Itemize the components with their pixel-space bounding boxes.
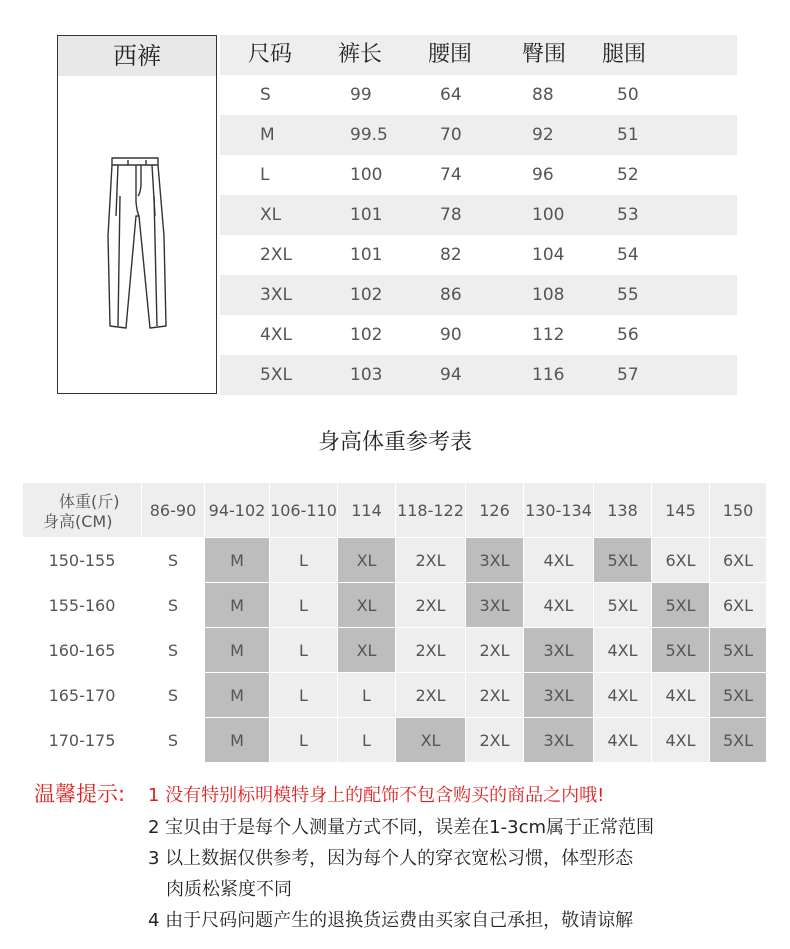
size-cell: 92	[532, 125, 554, 145]
size-cell: 64	[440, 85, 462, 105]
size-cell: 57	[617, 365, 639, 385]
size-cell: 5XL	[652, 628, 710, 673]
table-row	[23, 583, 767, 628]
header-hip: 臀围	[522, 42, 567, 67]
size-cell: S	[142, 538, 205, 583]
size-cell: 3XL	[524, 673, 594, 718]
size-cell: M	[205, 718, 270, 763]
size-cell: 3XL	[524, 718, 594, 763]
size-cell: L	[270, 718, 338, 763]
size-cell: S	[142, 673, 205, 718]
size-cell: 6XL	[652, 538, 710, 583]
table-row	[23, 538, 767, 583]
product-label: 西裤	[58, 36, 216, 76]
notes-label: 温馨提示:	[34, 782, 126, 806]
size-cell: 101	[350, 205, 383, 225]
size-cell: 2XL	[466, 628, 524, 673]
size-cell: 5XL	[710, 628, 767, 673]
size-cell: 3XL	[260, 285, 292, 305]
size-cell: 5XL	[652, 583, 710, 628]
size-cell: M	[205, 673, 270, 718]
size-cell: 100	[532, 205, 565, 225]
size-cell: 50	[617, 85, 639, 105]
size-cell: L	[270, 538, 338, 583]
size-cell: S	[142, 718, 205, 763]
size-cell: M	[205, 628, 270, 673]
size-cell: L	[260, 165, 270, 185]
weight-header-cell: 138	[594, 483, 652, 538]
height-cell: 150-155	[23, 538, 142, 583]
size-cell: 54	[617, 245, 639, 265]
size-cell: 4XL	[594, 628, 652, 673]
note-item-3: 3 以上数据仅供参考，因为每个人的穿衣宽松习惯，体型形态	[148, 848, 634, 869]
size-cell: XL	[338, 538, 396, 583]
size-cell: 88	[532, 85, 554, 105]
size-cell: 78	[440, 205, 462, 225]
size-cell: S	[142, 583, 205, 628]
size-row	[220, 355, 737, 395]
height-cell: 170-175	[23, 718, 142, 763]
size-cell: 4XL	[594, 718, 652, 763]
size-cell: 3XL	[466, 583, 524, 628]
size-cell: 82	[440, 245, 462, 265]
size-cell: 53	[617, 205, 639, 225]
height-cell: 165-170	[23, 673, 142, 718]
size-cell: 102	[350, 285, 383, 305]
weight-header-cell: 126	[466, 483, 524, 538]
note-item-4: 4 由于尺码问题产生的退换货运费由买家自己承担，敬请谅解	[148, 910, 634, 931]
size-cell: 6XL	[710, 538, 767, 583]
height-cell: 155-160	[23, 583, 142, 628]
size-cell: 55	[617, 285, 639, 305]
size-cell: 56	[617, 325, 639, 345]
size-cell: 5XL	[710, 718, 767, 763]
size-cell: 5XL	[710, 673, 767, 718]
size-row	[220, 315, 737, 355]
height-label: 身高(CM)	[43, 512, 113, 531]
size-cell: 5XL	[260, 365, 292, 385]
size-cell: 51	[617, 125, 639, 145]
size-table	[220, 35, 737, 395]
size-cell: L	[270, 628, 338, 673]
size-cell: 2XL	[396, 673, 466, 718]
size-row	[220, 75, 737, 115]
header-length: 裤长	[338, 42, 383, 67]
size-cell: 112	[532, 325, 565, 345]
size-cell: 100	[350, 165, 383, 185]
weight-header-cell: 94-102	[205, 483, 270, 538]
size-cell: 3XL	[466, 538, 524, 583]
size-cell: S	[142, 628, 205, 673]
size-cell: 101	[350, 245, 383, 265]
weight-header-cell: 106-110	[270, 483, 338, 538]
size-cell: 4XL	[260, 325, 292, 345]
table-row	[23, 718, 767, 763]
header-thigh: 腿围	[602, 42, 647, 67]
size-cell: 96	[532, 165, 554, 185]
height-cell: 160-165	[23, 628, 142, 673]
weight-label: 体重(斤)	[59, 492, 120, 511]
weight-header-cell: 118-122	[396, 483, 466, 538]
note-item-1: 1 没有特别标明模特身上的配饰不包含购买的商品之内哦!	[148, 785, 605, 806]
size-cell: 52	[617, 165, 639, 185]
weight-header-cell: 114	[338, 483, 396, 538]
size-cell: 4XL	[652, 673, 710, 718]
size-cell: M	[205, 583, 270, 628]
reference-table-title: 身高体重参考表	[317, 430, 472, 455]
weight-header-cell: 86-90	[142, 483, 205, 538]
size-cell: 86	[440, 285, 462, 305]
size-cell: 70	[440, 125, 462, 145]
size-cell: XL	[338, 583, 396, 628]
size-cell: M	[260, 125, 275, 145]
size-cell: 4XL	[652, 718, 710, 763]
size-cell: S	[260, 85, 271, 105]
size-cell: 4XL	[524, 583, 594, 628]
weight-header-cell: 130-134	[524, 483, 594, 538]
size-cell: 94	[440, 365, 462, 385]
weight-header-cell: 150	[710, 483, 767, 538]
size-row	[220, 115, 737, 155]
size-cell: M	[205, 538, 270, 583]
size-row	[220, 195, 737, 235]
size-cell: XL	[260, 205, 282, 225]
size-cell: 74	[440, 165, 462, 185]
size-cell: XL	[396, 718, 466, 763]
size-cell: 2XL	[466, 673, 524, 718]
size-cell: 2XL	[396, 583, 466, 628]
size-cell: 5XL	[594, 538, 652, 583]
table-corner	[23, 483, 142, 538]
size-cell: 102	[350, 325, 383, 345]
size-cell: XL	[338, 628, 396, 673]
size-cell: 90	[440, 325, 462, 345]
weight-header-cell: 145	[652, 483, 710, 538]
size-table-header	[220, 35, 737, 75]
trousers-outline-icon	[106, 156, 170, 332]
weight-header-row	[23, 483, 767, 538]
size-cell: L	[270, 583, 338, 628]
table-row	[23, 673, 767, 718]
size-row	[220, 275, 737, 315]
size-row	[220, 155, 737, 195]
size-cell: 2XL	[396, 538, 466, 583]
product-image-panel	[57, 35, 217, 394]
size-cell: 4XL	[524, 538, 594, 583]
size-cell: 6XL	[710, 583, 767, 628]
size-cell: 116	[532, 365, 565, 385]
size-cell: 3XL	[524, 628, 594, 673]
header-waist: 腰围	[428, 42, 473, 67]
size-cell: L	[338, 673, 396, 718]
size-cell: 2XL	[260, 245, 292, 265]
size-cell: 2XL	[396, 628, 466, 673]
size-cell: 104	[532, 245, 565, 265]
note-item-3-continued: 肉质松紧度不同	[166, 879, 292, 900]
size-cell: 5XL	[594, 583, 652, 628]
size-cell: 4XL	[594, 673, 652, 718]
height-weight-table	[23, 483, 767, 763]
note-item-2: 2 宝贝由于是每个人测量方式不同，误差在1-3cm属于正常范围	[148, 817, 655, 838]
size-cell: 108	[532, 285, 565, 305]
size-cell: 2XL	[466, 718, 524, 763]
size-cell: 103	[350, 365, 383, 385]
size-cell: 99.5	[350, 125, 388, 145]
size-cell: L	[338, 718, 396, 763]
size-cell: L	[270, 673, 338, 718]
size-cell: 99	[350, 85, 372, 105]
table-row	[23, 628, 767, 673]
size-row	[220, 235, 737, 275]
header-size: 尺码	[248, 42, 293, 67]
